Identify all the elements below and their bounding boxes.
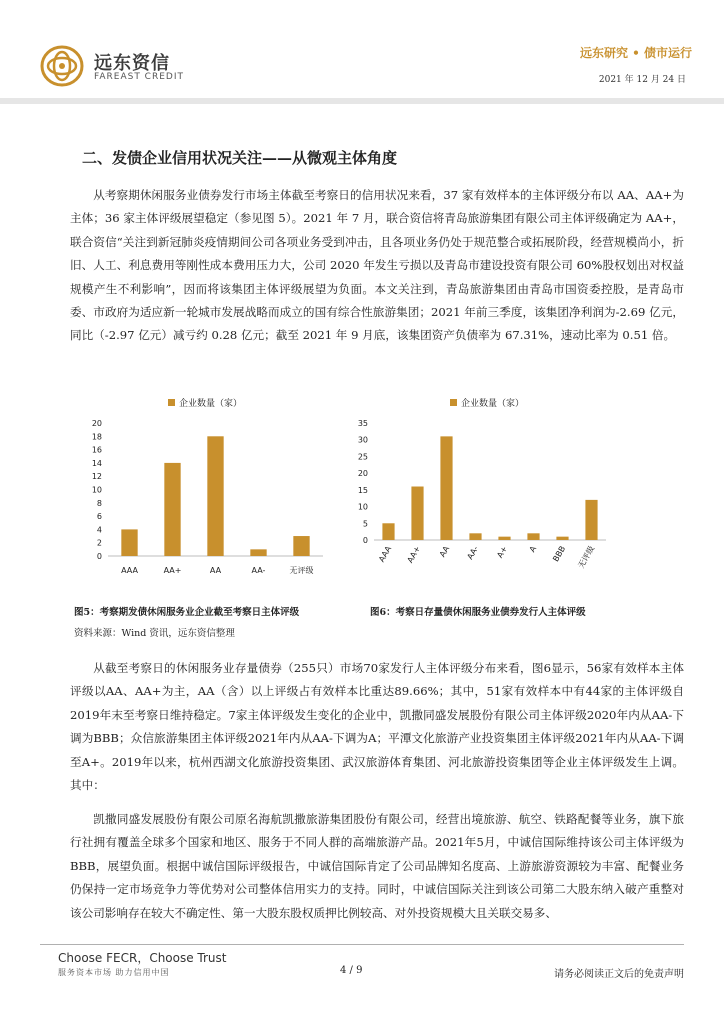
bar-AA+ <box>164 463 180 556</box>
chart-5-svg <box>78 390 348 595</box>
paragraph-1: 从考察期休闲服务业债券发行市场主体截至考察日的信用状况来看，37 家有效样本的主体评级分布以 AA、AA+为主体；36 家主体评级展望稳定（参见图 5）。2021 年 7 月，联合资信将青岛旅游集团有限公司主体评级确定为 AA+，联合资信“关注到新冠肺炎疫情期间公司各项业务受到冲击，且各项业务仍处于规范整合或拓展阶段，经营规模尚小，折旧、人工、利息费用等刚性成本费用压力大，公司 2020 年发生亏损以及青岛市建设投资有限公司 60%股权划出对权益规模产生不利影响”，因而将该集团主体评级展望为负面。本文关注到，青岛旅游集团由青岛市国资委控股，是青岛市委、市政府为适应新一轮城市发展战略而成立的国有综合性旅游集团；2021 年前三季度，该集团净利润为-2.69 亿元，同比（-2.97 亿元）减亏约 0.28 亿元；截至 2021 年 9 月底，该集团资产负债率为 67.31%，速动比率为 0.51 倍。 <box>70 188 684 343</box>
chart-figure-6 <box>348 390 618 600</box>
x-tick-label: AAA <box>121 566 138 575</box>
x-tick-label: A+ <box>495 544 510 560</box>
x-tick-label: AA <box>437 544 452 559</box>
y-tick-label: 2 <box>96 538 102 548</box>
page-number: 4 / 9 <box>340 965 363 976</box>
page-header <box>0 0 724 104</box>
fareast-logo-icon <box>40 44 84 88</box>
x-tick-label: AAA <box>377 544 394 564</box>
bar-AA- <box>469 533 481 540</box>
bar-A <box>527 533 539 540</box>
x-tick-label: A <box>527 544 539 554</box>
y-tick-label: 14 <box>91 458 102 468</box>
x-tick-label: 无评级 <box>576 544 597 570</box>
header-divider <box>0 98 724 104</box>
paragraph-3: 凯撒同盛发展股份有限公司原名海航凯撒旅游集团股份有限公司，经营出境旅游、航空、铁路配餐等业务，旗下旅行社拥有覆盖全球多个国家和地区、服务于不同人群的高端旅游产品。2021年5月，中诚信国际维持该公司主体评级为BBB，展望负面。根据中诚信国际评级报告，中诚信国际肯定了公司品牌知名度高、上游旅游资源较为丰富、配餐业务仍保持一定市场竞争力等优势对公司整体信用实力的支持。同时，中诚信国际关注到该公司第二大股东纳入破产重整对该公司影响存在较大不确定性、第一大股东股权质押比例较高、对外投资规模大且关联交易多、 <box>70 812 684 920</box>
y-tick-label: 16 <box>91 445 102 455</box>
y-tick-label: 0 <box>96 552 102 561</box>
bar-AA <box>440 436 452 540</box>
figure-source: 资料来源：Wind 资讯，远东资信整理 <box>74 628 235 639</box>
legend-label: 企业数量（家） <box>461 399 525 409</box>
logo-en-text: FAREAST CREDIT <box>94 72 184 82</box>
chart-legend <box>168 397 242 409</box>
y-tick-label: 10 <box>357 502 368 512</box>
y-tick-label: 10 <box>91 485 102 495</box>
y-tick-label: 35 <box>357 419 368 428</box>
section-title: 二、发债企业信用状况关注——从微观主体角度 <box>82 149 398 167</box>
figure-6-caption: 图6：考察日存量债休闲服务业债券发行人主体评级 <box>370 607 586 618</box>
y-tick-label: 4 <box>96 525 102 535</box>
y-tick-label: 18 <box>91 432 102 442</box>
x-tick-label: AA- <box>465 544 481 562</box>
footer-slogan: 服务资本市场 助力信用中国 <box>58 968 170 977</box>
x-tick-label: 无评级 <box>289 566 314 575</box>
figure-5-caption: 图5：考察期发债休闲服务业企业截至考察日主体评级 <box>74 607 300 618</box>
chart-legend <box>450 397 524 409</box>
legend-swatch <box>450 399 457 406</box>
chart-figure-5 <box>78 390 348 595</box>
y-tick-label: 20 <box>357 469 368 479</box>
bar-无评级 <box>585 500 597 540</box>
bar-BBB <box>556 537 568 540</box>
bar-AA- <box>250 549 266 556</box>
y-tick-label: 15 <box>357 485 368 495</box>
x-tick-label: AA+ <box>405 544 423 565</box>
x-tick-label: AA+ <box>163 566 182 575</box>
footer-divider <box>40 944 684 945</box>
paragraph-2: 从截至考察日的休闲服务业存量债券（255只）市场70家发行人主体评级分布来看，图6显示，56家有效样本主体评级以AA、AA+为主，AA（含）以上评级占有效样本比重达89.66%；其中，51家有效样本中有44家的主体评级自2019年末至考察日维持稳定。7家主体评级发生变化的企业中，凯撒同盛发展股份有限公司主体评级2020年内从AA-下调为BBB；众信旅游集团主体评级2021年内从AA-下调为A；平潭文化旅游产业投资集团主体评级2021年内从AA-下调至A+。2019年以来，杭州西湖文化旅游投资集团、武汉旅游体育集团、河北旅游投资集团等企业主体评级发生上调。其中： <box>70 661 684 793</box>
bar-AA+ <box>411 487 423 540</box>
y-tick-label: 8 <box>96 498 102 508</box>
x-tick-label: BBB <box>551 544 568 564</box>
x-tick-label: AA- <box>251 566 266 575</box>
y-tick-label: 5 <box>362 519 368 529</box>
footer-disclaimer: 请务必阅读正文后的免责声明 <box>554 969 684 980</box>
footer-brand: Choose FECR，Choose Trust <box>58 951 227 965</box>
report-date: 2021 年 12 月 24 日 <box>598 75 686 85</box>
bar-AA <box>207 436 223 556</box>
y-tick-label: 25 <box>357 452 368 462</box>
y-tick-label: 20 <box>91 419 102 428</box>
logo-cn-text: 远东资信 <box>94 53 170 74</box>
report-series: 远东研究 • 债市运行 <box>579 46 692 60</box>
x-tick-label: AA <box>209 566 222 575</box>
chart-6-svg <box>348 390 618 600</box>
bar-A+ <box>498 537 510 540</box>
bar-AAA <box>121 529 137 556</box>
bar-无评级 <box>293 536 309 556</box>
y-tick-label: 12 <box>91 472 102 482</box>
legend-label: 企业数量（家） <box>179 399 243 409</box>
legend-swatch <box>168 399 175 406</box>
bar-AAA <box>382 523 394 540</box>
y-tick-label: 30 <box>357 435 368 445</box>
y-tick-label: 6 <box>96 512 102 522</box>
y-tick-label: 0 <box>362 536 368 545</box>
